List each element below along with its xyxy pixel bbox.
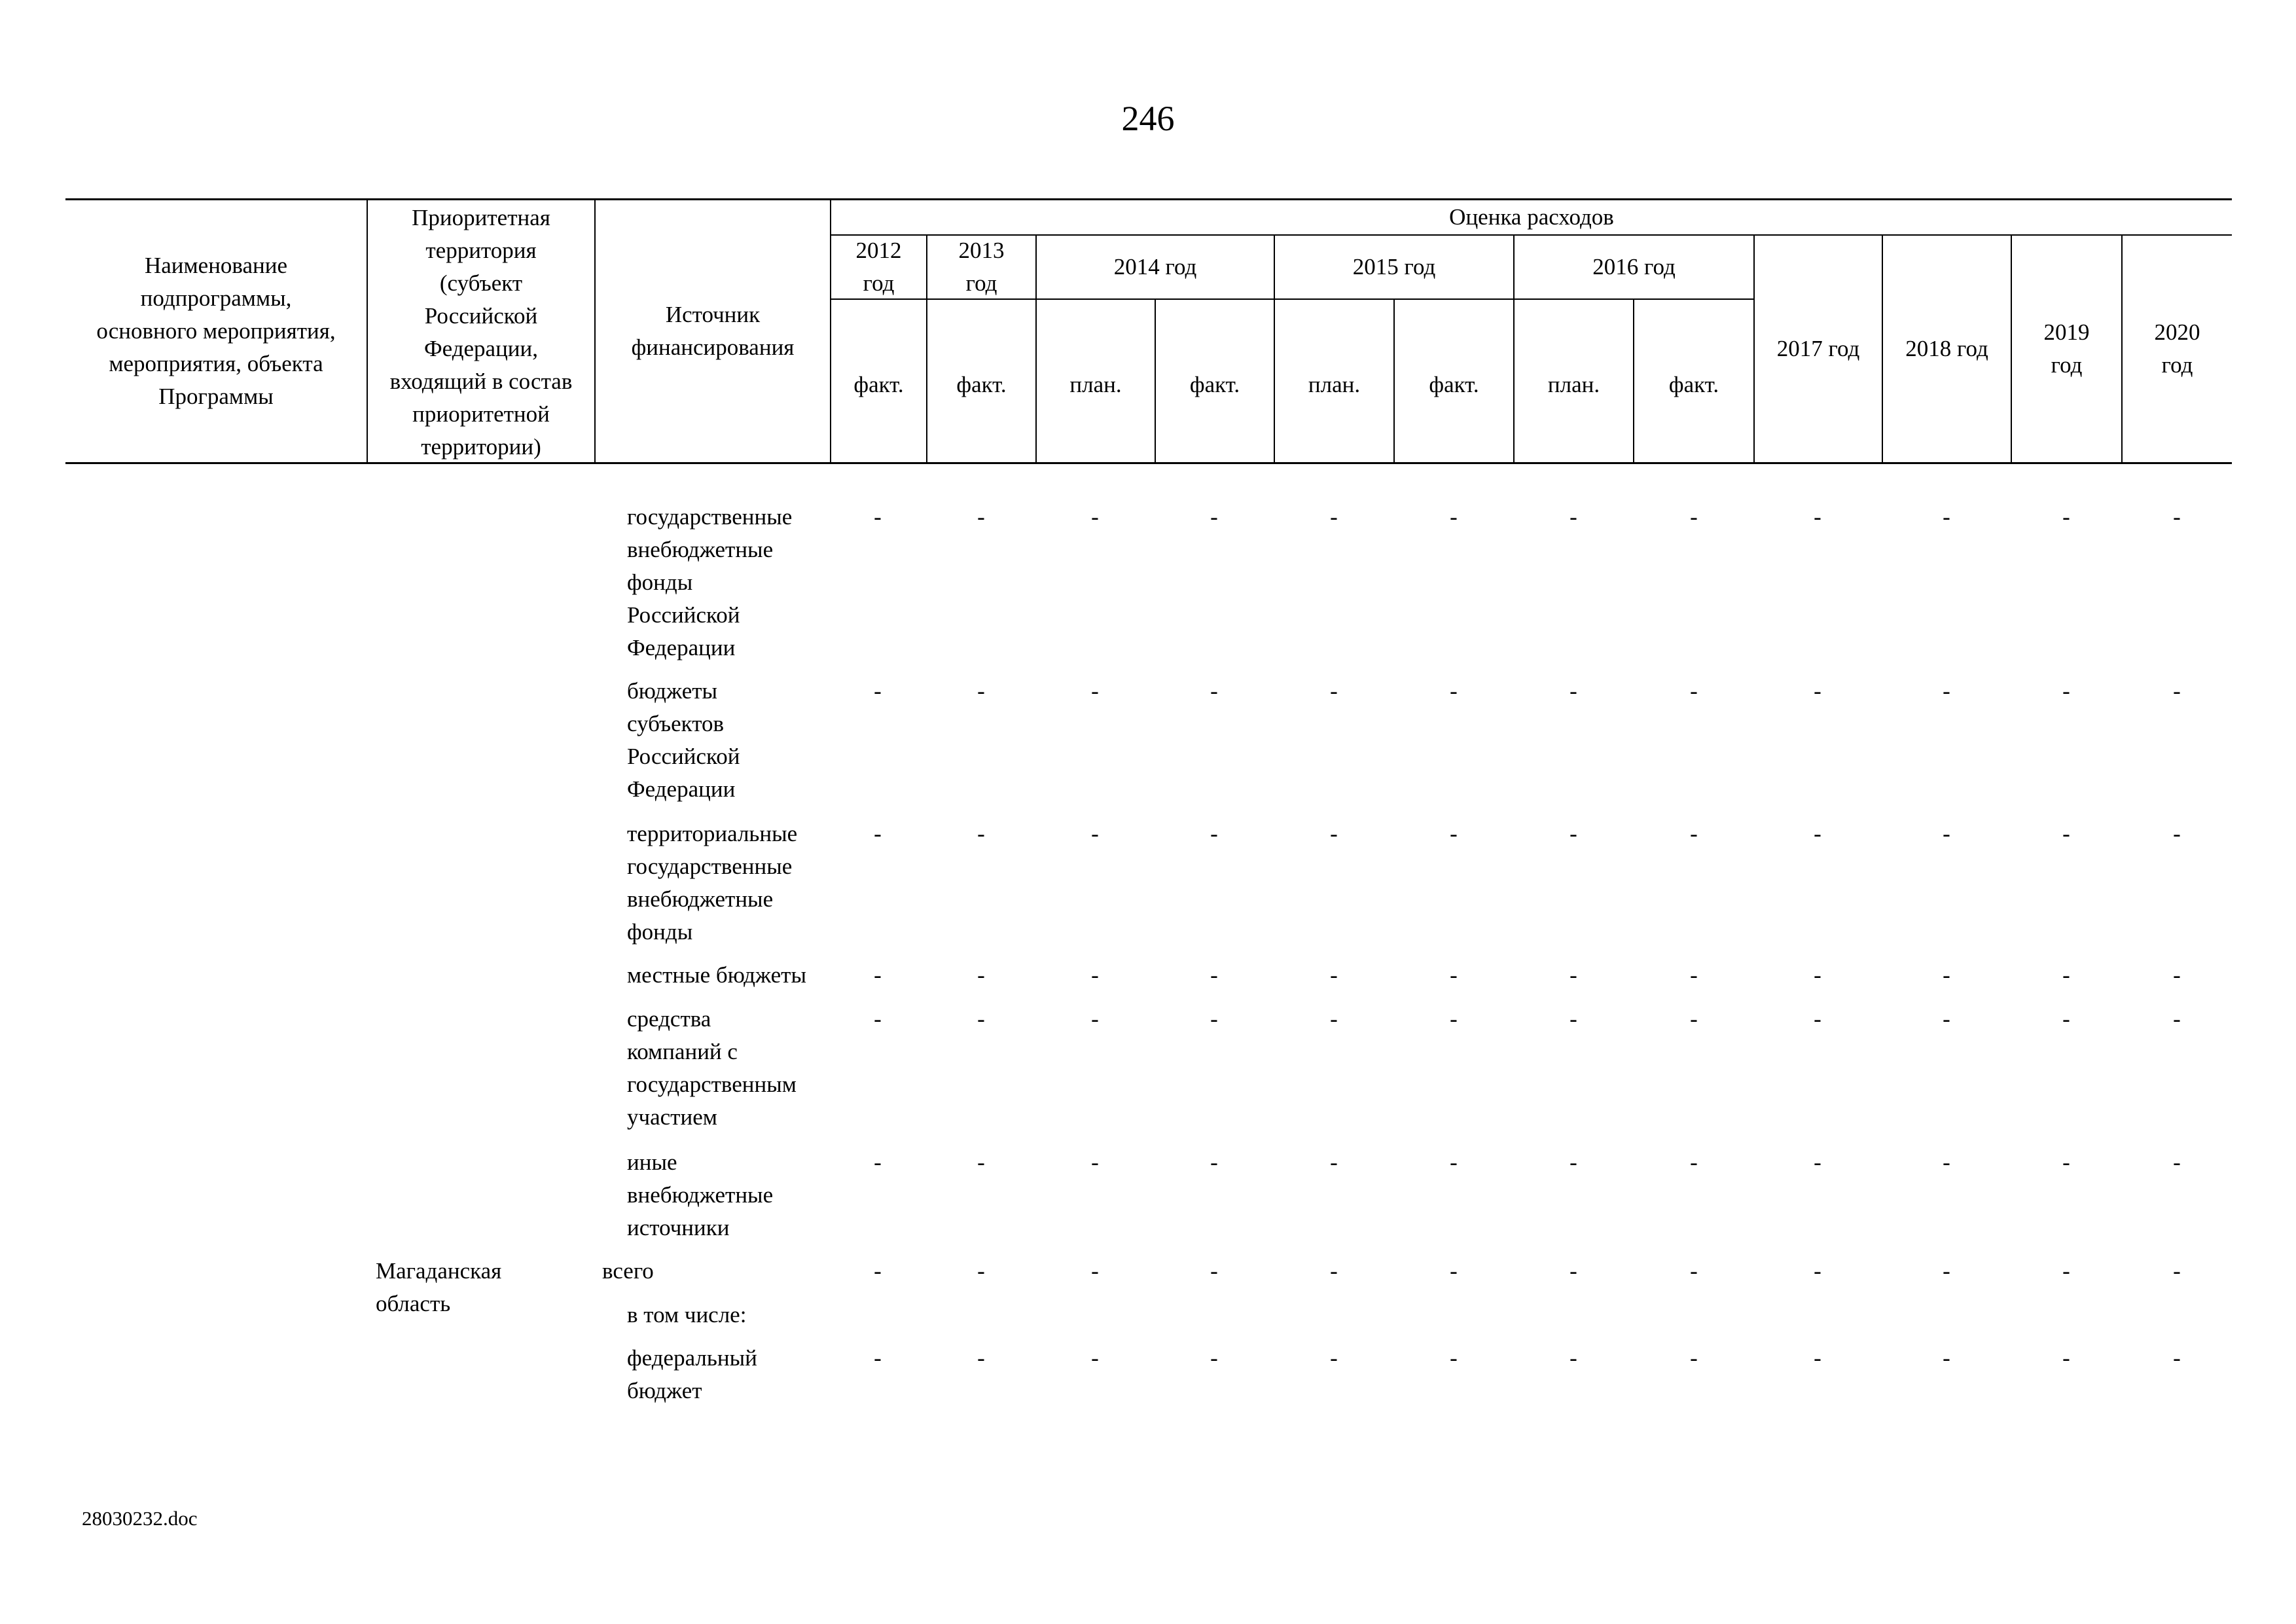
source-line: бюджет xyxy=(627,1378,702,1403)
value-cell: - xyxy=(1570,1006,1577,1032)
header-source xyxy=(596,200,830,462)
source-line: внебюджетные xyxy=(627,1182,774,1208)
source-line: участием xyxy=(627,1104,717,1130)
value-cell: - xyxy=(2173,962,2181,988)
value-cell: - xyxy=(2173,821,2181,846)
value-cell: - xyxy=(1450,1006,1458,1032)
subheader-2014-fact xyxy=(1156,353,1274,416)
header-year: 2017 год xyxy=(1776,336,1860,361)
value-cell: - xyxy=(1330,962,1338,988)
source-line: государственные xyxy=(627,504,793,530)
value-cell: - xyxy=(1943,1149,1950,1175)
value-cell: - xyxy=(1943,504,1950,530)
source-line: компаний с xyxy=(627,1039,738,1064)
value-cell: - xyxy=(1943,962,1950,988)
value-cell: - xyxy=(874,504,882,530)
subheader-2014-plan xyxy=(1037,353,1155,416)
value-cell: - xyxy=(1570,962,1577,988)
header-territory-line: приоритетной xyxy=(412,401,550,427)
value-cell: - xyxy=(2173,1149,2181,1175)
header-year: 2013 xyxy=(958,238,1005,263)
value-cell: - xyxy=(1091,504,1099,530)
source-cell xyxy=(602,1255,654,1288)
value-cell: - xyxy=(1210,504,1218,530)
document-filename: 28030232.doc xyxy=(82,1507,198,1530)
value-cell: - xyxy=(1450,504,1458,530)
header-territory-line: территория xyxy=(425,238,537,263)
source-line: бюджеты xyxy=(627,678,718,704)
value-cell: - xyxy=(1210,678,1218,704)
subheader-label: факт. xyxy=(956,372,1007,397)
value-cell: - xyxy=(1091,678,1099,704)
value-cell: - xyxy=(1210,1006,1218,1032)
source-line: Федерации xyxy=(627,776,736,802)
header-territory-line: входящий в состав xyxy=(389,369,573,394)
subheader-2015-plan xyxy=(1275,353,1393,416)
value-cell: - xyxy=(1091,1149,1099,1175)
subheader-2015-fact xyxy=(1395,353,1513,416)
subheader-label: факт. xyxy=(1429,372,1479,397)
source-line: источники xyxy=(627,1215,730,1240)
value-cell: - xyxy=(1450,1258,1458,1284)
header-year: 2018 год xyxy=(1905,336,1988,361)
value-cell: - xyxy=(1690,1258,1698,1284)
header-2016 xyxy=(1515,236,1753,298)
source-line: Российской xyxy=(627,744,740,769)
header-expenses-label: Оценка расходов xyxy=(1449,204,1614,230)
header-2014 xyxy=(1037,236,1274,298)
subheader-label: факт. xyxy=(1189,372,1240,397)
table-header-bottom-rule xyxy=(65,462,2232,464)
value-cell: - xyxy=(874,1345,882,1371)
header-year-unit: год xyxy=(2051,352,2083,378)
value-cell: - xyxy=(2062,1345,2070,1371)
value-cell: - xyxy=(1690,962,1698,988)
source-cell xyxy=(627,818,797,948)
value-cell: - xyxy=(1210,962,1218,988)
value-cell: - xyxy=(1690,678,1698,704)
value-cell: - xyxy=(1570,1149,1577,1175)
subheader-label: план. xyxy=(1308,372,1361,397)
header-name-line: Наименование xyxy=(144,253,288,278)
value-cell: - xyxy=(2062,678,2070,704)
source-cell xyxy=(627,675,740,806)
value-cell: - xyxy=(1814,1149,1821,1175)
source-cell xyxy=(627,501,792,664)
value-cell: - xyxy=(977,962,985,988)
source-line: фонды xyxy=(627,569,693,595)
header-year: 2016 год xyxy=(1592,254,1676,280)
value-cell: - xyxy=(1091,821,1099,846)
value-cell: - xyxy=(977,821,985,846)
header-year: 2020 xyxy=(2154,319,2200,345)
value-cell: - xyxy=(977,1149,985,1175)
value-cell: - xyxy=(2173,1258,2181,1284)
header-year: 2014 год xyxy=(1113,254,1197,280)
header-year: 2012 xyxy=(855,238,902,263)
value-cell: - xyxy=(1330,678,1338,704)
value-cell: - xyxy=(1814,504,1821,530)
value-cell: - xyxy=(2062,1258,2070,1284)
value-cell: - xyxy=(1814,678,1821,704)
value-cell: - xyxy=(1450,678,1458,704)
source-line: территориальные xyxy=(627,821,798,846)
source-cell xyxy=(627,959,806,992)
value-cell: - xyxy=(874,821,882,846)
value-cell: - xyxy=(1330,504,1338,530)
header-year: 2015 год xyxy=(1352,254,1436,280)
value-cell: - xyxy=(1943,1258,1950,1284)
source-line: средства xyxy=(627,1006,711,1032)
value-cell: - xyxy=(1450,1149,1458,1175)
source-line: местные бюджеты xyxy=(627,962,806,988)
value-cell: - xyxy=(977,1258,985,1284)
value-cell: - xyxy=(1814,821,1821,846)
value-cell: - xyxy=(1690,1006,1698,1032)
source-cell xyxy=(627,1342,757,1407)
value-cell: - xyxy=(874,1149,882,1175)
value-cell: - xyxy=(1330,1258,1338,1284)
value-cell: - xyxy=(2173,1345,2181,1371)
value-cell: - xyxy=(874,962,882,988)
header-2019 xyxy=(2012,236,2121,462)
header-2015 xyxy=(1275,236,1513,298)
value-cell: - xyxy=(977,1006,985,1032)
value-cell: - xyxy=(2062,821,2070,846)
territory-name xyxy=(376,1255,501,1320)
source-line: фонды xyxy=(627,919,693,945)
header-name xyxy=(65,200,367,462)
value-cell: - xyxy=(1570,821,1577,846)
value-cell: - xyxy=(1210,1149,1218,1175)
value-cell: - xyxy=(874,678,882,704)
header-territory-line: (субъект xyxy=(439,270,523,296)
header-territory-line: Приоритетная xyxy=(412,205,550,230)
value-cell: - xyxy=(1091,962,1099,988)
header-territory xyxy=(368,200,594,462)
source-line: внебюджетные xyxy=(627,886,774,912)
header-2012 xyxy=(831,236,926,298)
value-cell: - xyxy=(977,1345,985,1371)
value-cell: - xyxy=(2062,1006,2070,1032)
subheader-label: факт. xyxy=(1668,372,1719,397)
header-source-line: Источник xyxy=(665,302,761,327)
value-cell: - xyxy=(1330,1006,1338,1032)
value-cell: - xyxy=(1690,1149,1698,1175)
source-line: внебюджетные xyxy=(627,537,774,562)
source-cell xyxy=(627,1299,746,1331)
value-cell: - xyxy=(1690,504,1698,530)
value-cell: - xyxy=(977,504,985,530)
value-cell: - xyxy=(1450,962,1458,988)
subheader-label: план. xyxy=(1069,372,1122,397)
header-year-unit: год xyxy=(965,270,997,296)
subheader-2013-fact xyxy=(927,353,1035,416)
source-line: Российской xyxy=(627,602,740,628)
source-line: всего xyxy=(602,1258,654,1284)
value-cell: - xyxy=(874,1258,882,1284)
value-cell: - xyxy=(874,1006,882,1032)
value-cell: - xyxy=(1690,1345,1698,1371)
value-cell: - xyxy=(1943,821,1950,846)
value-cell: - xyxy=(2173,678,2181,704)
value-cell: - xyxy=(2062,504,2070,530)
header-name-line: подпрограммы, xyxy=(140,285,292,311)
header-name-line: Программы xyxy=(158,384,274,409)
header-territory-line: Федерации, xyxy=(423,336,539,361)
value-cell: - xyxy=(1330,1345,1338,1371)
header-expenses xyxy=(831,200,2232,234)
source-line: субъектов xyxy=(627,711,725,736)
header-year: 2019 xyxy=(2043,319,2090,345)
value-cell: - xyxy=(1210,821,1218,846)
value-cell: - xyxy=(1814,962,1821,988)
value-cell: - xyxy=(2173,504,2181,530)
value-cell: - xyxy=(1450,1345,1458,1371)
value-cell: - xyxy=(1943,1345,1950,1371)
header-name-line: мероприятия, объекта xyxy=(109,351,323,376)
territory-name-line: область xyxy=(376,1291,451,1316)
source-line: государственным xyxy=(627,1072,797,1097)
value-cell: - xyxy=(1330,1149,1338,1175)
value-cell: - xyxy=(1570,678,1577,704)
source-line: иные xyxy=(627,1149,677,1175)
territory-name-line: Магаданская xyxy=(376,1258,502,1284)
value-cell: - xyxy=(1943,678,1950,704)
header-source-line: финансирования xyxy=(631,334,795,360)
value-cell: - xyxy=(2062,962,2070,988)
header-2020 xyxy=(2123,236,2232,462)
value-cell: - xyxy=(1814,1345,1821,1371)
value-cell: - xyxy=(1570,504,1577,530)
header-2013 xyxy=(927,236,1035,298)
subheader-2012-fact xyxy=(831,353,926,416)
header-name-line: основного мероприятия, xyxy=(96,318,336,344)
value-cell: - xyxy=(977,678,985,704)
value-cell: - xyxy=(1570,1258,1577,1284)
value-cell: - xyxy=(1210,1258,1218,1284)
value-cell: - xyxy=(2173,1006,2181,1032)
header-territory-line: территории) xyxy=(421,434,541,460)
source-line: государственные xyxy=(627,854,793,879)
source-line: Федерации xyxy=(627,635,736,660)
header-2018 xyxy=(1883,236,2011,462)
header-year-unit: год xyxy=(863,270,895,296)
subheader-2016-plan xyxy=(1515,353,1633,416)
page-number: 246 xyxy=(1121,99,1175,138)
value-cell: - xyxy=(1450,821,1458,846)
value-cell: - xyxy=(1570,1345,1577,1371)
value-cell: - xyxy=(1210,1345,1218,1371)
value-cell: - xyxy=(1091,1258,1099,1284)
source-cell xyxy=(627,1003,797,1134)
header-year-unit: год xyxy=(2161,352,2193,378)
value-cell: - xyxy=(1814,1258,1821,1284)
source-line: в том числе: xyxy=(627,1302,747,1327)
subheader-label: план. xyxy=(1547,372,1600,397)
subheader-label: факт. xyxy=(853,372,904,397)
header-territory-line: Российской xyxy=(424,303,538,329)
value-cell: - xyxy=(1091,1006,1099,1032)
value-cell: - xyxy=(1943,1006,1950,1032)
value-cell: - xyxy=(1814,1006,1821,1032)
value-cell: - xyxy=(1330,821,1338,846)
value-cell: - xyxy=(2062,1149,2070,1175)
value-cell: - xyxy=(1690,821,1698,846)
subheader-2016-fact xyxy=(1634,353,1753,416)
header-2017 xyxy=(1755,236,1882,462)
value-cell: - xyxy=(1091,1345,1099,1371)
source-line: федеральный xyxy=(627,1345,757,1371)
source-cell xyxy=(627,1146,773,1244)
